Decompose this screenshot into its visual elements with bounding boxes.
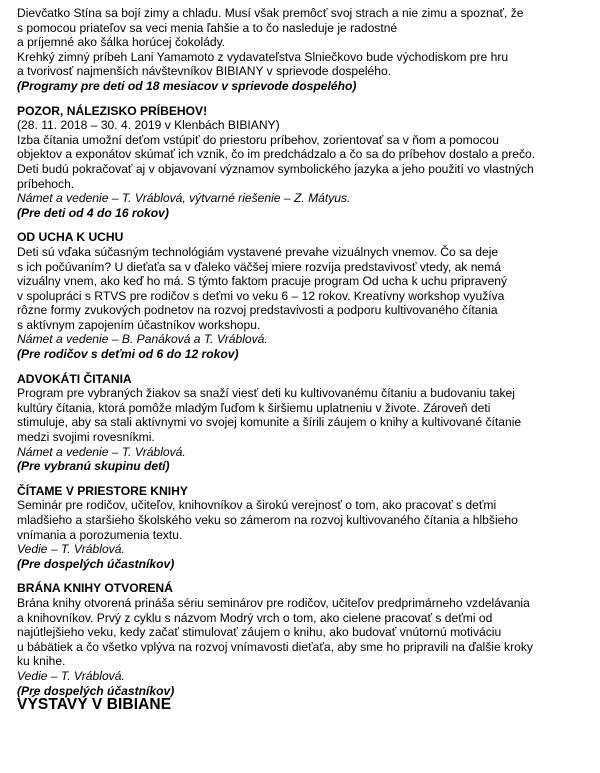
section-heading: ČÍTAME V PRIESTORE KNIHY [17,483,188,498]
text-line: Brána knihy otvorená prináša sériu seminárov pre rodičov, učiteľov predprimárneho vzdelávania [17,595,530,610]
section-heading: BRÁNA KNIHY OTVORENÁ [17,581,173,596]
text-line: Dievčatko Stína sa bojí zimy a chladu. Musí však premôcť svoj strach a nie zimu a spoznať, že [17,6,524,20]
text-line: s ich počúvaním? U dieťaťa sa v ďaleko väčšej miere rozvíja predstavivosť vtedy, ak nemá [17,259,501,274]
text-line: Seminár pre rodičov, učiteľov, knihovníkov a širokú verejnosť o tom, ako pracovať s deťmi [17,498,497,513]
audience-note: (Pre deti od 4 do 16 rokov) [17,205,169,220]
section-body [17,498,593,542]
text-line: Krehký zimný príbeh Lani Yamamoto z vydavateľstva Slniečkovo bude východiskom pre hru [17,49,509,64]
section-heading: OD UCHA K UCHU [17,230,124,245]
text-line: rôzne formy zvukových podnetov na rozvoj predstavivosti a podporu kultivovaného čítania [17,303,498,318]
section-body [17,245,593,333]
audience-note: (Pre vybranú skupinu detí) [17,459,170,474]
text-line: vnímania a porozumenia textu. [17,527,183,542]
text-line: stimuluje, aby sa stali aktívnymi vo svojej komunite a šírili záujem o knihy a kultivované čítanie [17,415,522,430]
program-section-brana [17,581,593,698]
text-line: s pomocou priateľov sa veci menia ľahšie a to čo nasleduje je radostné [17,20,398,35]
text-line: u bábätiek a čo všetko vplýva na rozvoj vnímavosti dieťaťa, aby sme ho pripravili na ďalšie kroky [17,639,533,654]
audience-note: (Programy pre deti od 18 mesiacov v sprievode dospelého) [17,78,357,93]
intro-paragraph [17,6,593,79]
text-line: ku knihe. [17,654,66,669]
text-line: v spolupráci s RTVS pre rodičov s deťmi vo veku 6 – 12 rokov. Kreatívny workshop využíva [17,288,505,303]
document-page [17,6,593,713]
audience-note: (Pre dospelých účastníkov) [17,683,175,698]
audience-note: (Pre dospelých účastníkov) [17,556,175,571]
text-line: príbehoch. [17,176,75,191]
section-credits: Vedie – T. Vráblová. [17,668,125,683]
text-line: a knihovníkov. Prvý z cyklu s názvom Modrý vrch o tom, ako cielene pracovať s deťmi od [17,610,493,625]
section-credits: Námet a vedenie – T. Vráblová, výtvarné riešenie – Z. Mátyus. [17,191,351,206]
audience-note: (Pre rodičov s deťmi od 6 do 12 rokov) [17,347,239,362]
section-heading: POZOR, NÁLEZISKO PRÍBEHOV! [17,103,208,118]
section-body [17,596,593,669]
text-line: Deti sú vďaka súčasným technológiám vystavené prevahe vizuálnych vnemov. Čo sa deje [17,244,499,259]
intro-block [17,6,593,94]
text-line: kultúry čítania, ktorá pomôže mladým ľuďom k širšiemu uplatneniu v živote. Zároveň deti [17,400,491,415]
text-line: medzi svojimi rovesníkmi. [17,430,155,445]
text-line: Program pre vybraných žiakov sa snaží viesť deti ku kultivovanému čítaniu a budovaniu takej [17,386,515,401]
program-section-advokati [17,372,593,474]
exhibitions-heading: VÝSTAVY V BIBIANE [17,696,172,714]
text-line: (28. 11. 2018 – 30. 4. 2019 v Klenbách BIBIANY) [17,118,280,133]
section-heading: ADVOKÁTI ČITANIA [17,371,132,386]
text-line: vizuálny vnem, ako keď ho má. S týmto faktom pracuje program Od ucha k uchu pripravený [17,274,508,289]
section-body [17,118,593,191]
text-line: a príjemné ako šálka horúcej čokolády. [17,35,226,50]
section-credits: Vedie – T. Vráblová. [17,542,125,557]
section-credits: Námet a vedenie – T. Vráblová. [17,444,186,459]
text-line: Izba čítania umožní deťom vstúpiť do priestoru príbehov, zorientovať sa v ňom a pomocou [17,132,499,147]
program-section-citame [17,484,593,572]
text-line: najútlejšieho veku, kedy začať stimulovať záujem o knihu, ako budovať vnútornú motiváciu [17,625,502,640]
section-credits: Námet a vedenie – B. Panáková a T. Vráblová. [17,332,268,347]
text-line: mladšieho a staršieho školského veku so zámerom na rozvoj kultivovaného čítania a hlbšieho [17,513,518,527]
section-body [17,386,593,444]
text-line: Deti budú pokračovať aj v objavovaní významov symbolického jazyka a jeho použití vo vlastných [17,161,534,176]
text-line: objektov a exponátov skúmať ich vznik, čo im predchádzalo a čo sa do príbehov dostalo a prečo. [17,147,536,162]
text-line: a tvorivosť najmenších návštevníkov BIBIANY v sprievode dospelého. [17,64,392,79]
program-section-od-ucha [17,230,593,361]
program-section-pozor [17,104,593,221]
text-line: s aktívnym zapojením účastníkov workshopu. [17,317,261,332]
